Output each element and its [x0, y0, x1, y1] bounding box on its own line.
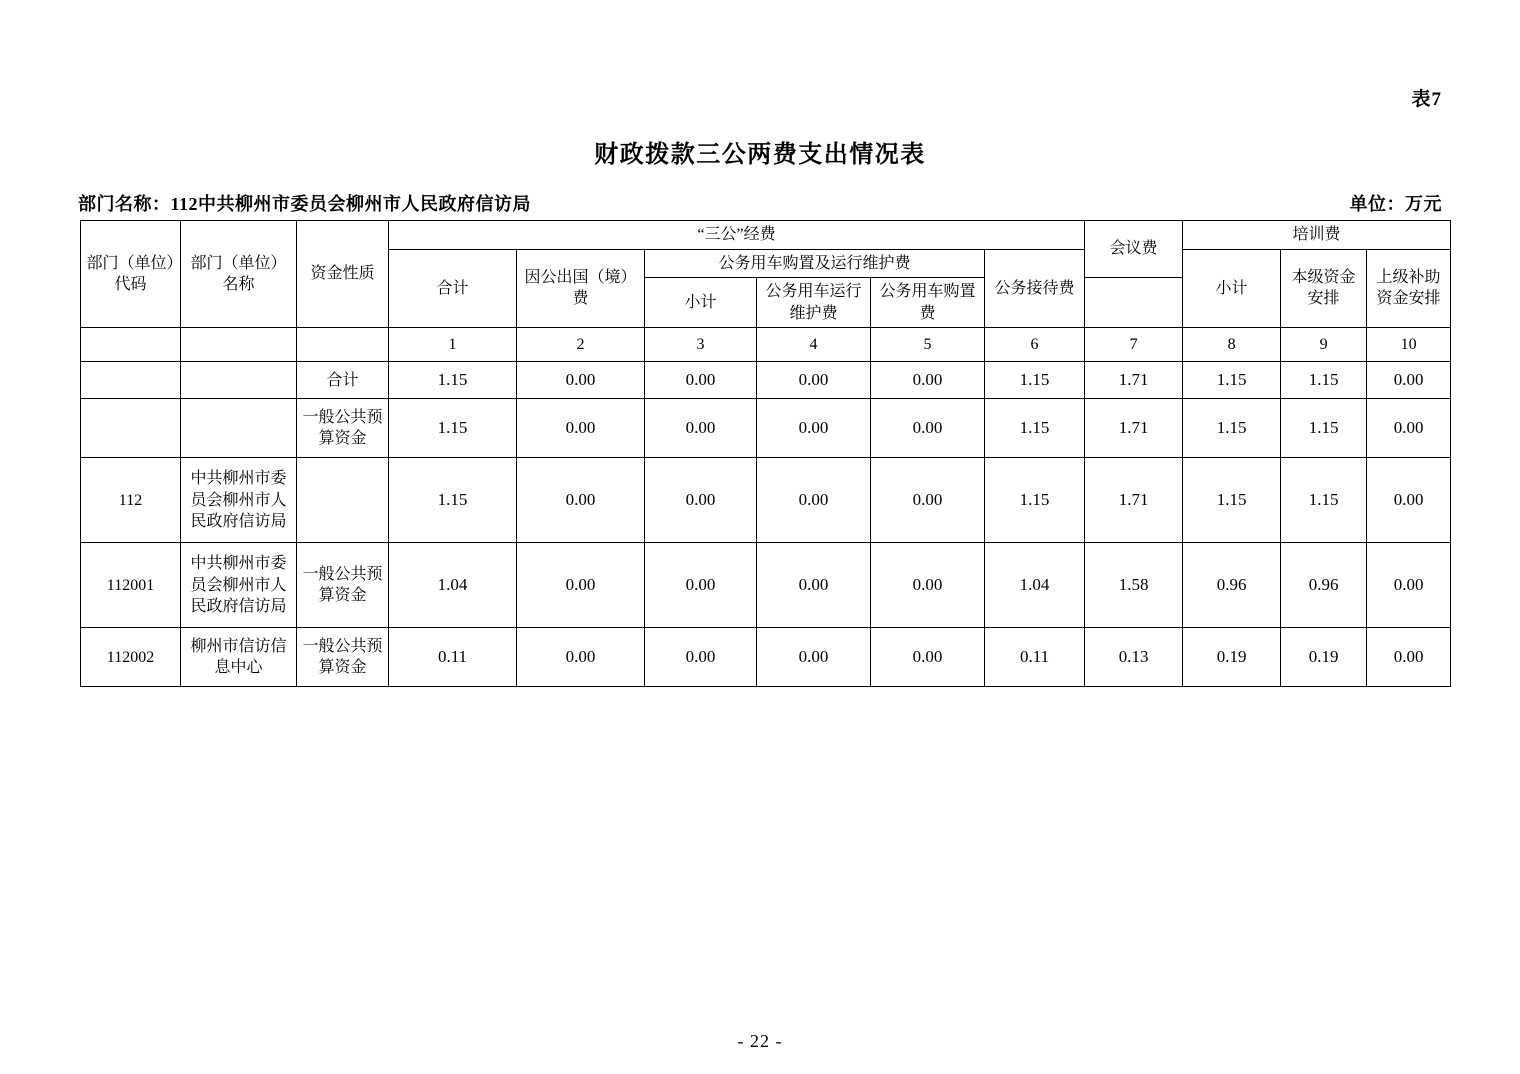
cell-vehicle-purchase: 0.00	[871, 543, 985, 628]
table-row	[81, 543, 1451, 628]
cell-vehicle-subtotal: 0.00	[645, 628, 757, 687]
page-number: - 22 -	[737, 1031, 783, 1051]
th-training-subtotal: 小计	[1183, 249, 1281, 328]
cell-fund-nature	[297, 458, 389, 543]
department-name: 112中共柳州市委员会柳州市人民政府信访局	[170, 194, 532, 214]
cell-reception: 1.15	[985, 362, 1085, 399]
cell-reception: 1.15	[985, 458, 1085, 543]
cell-dept-name: 中共柳州市委员会柳州市人民政府信访局	[181, 458, 297, 543]
cell-dept-code: 112002	[81, 628, 181, 687]
cell-fund-nature: 合计	[297, 362, 389, 399]
expenditure-table	[80, 220, 1451, 687]
cell-training-subtotal: 1.15	[1183, 362, 1281, 399]
th-dept-code: 部门（单位）代码	[81, 221, 181, 328]
th-sangong-total: 合计	[389, 249, 517, 328]
th-training-local: 本级资金安排	[1281, 249, 1367, 328]
cell-reception: 0.11	[985, 628, 1085, 687]
cell-meeting: 0.13	[1085, 628, 1183, 687]
th-vehicle-maintenance: 公务用车运行维护费	[757, 278, 871, 328]
cell-training-local: 0.96	[1281, 543, 1367, 628]
department-meta	[78, 190, 531, 216]
th-reception-fee: 公务接待费	[985, 249, 1085, 328]
sheet-label: 表7	[1411, 89, 1442, 110]
cell-sangong-total: 0.11	[389, 628, 517, 687]
cell-vehicle-maintenance: 0.00	[757, 399, 871, 458]
cell-meeting: 1.71	[1085, 458, 1183, 543]
th-group-vehicle: 公务用车购置及运行维护费	[645, 249, 985, 278]
idx-7: 7	[1085, 328, 1183, 362]
cell-training-local: 1.15	[1281, 362, 1367, 399]
table-row	[81, 458, 1451, 543]
idx-1: 1	[389, 328, 517, 362]
th-meeting-fee: 会议费	[1085, 221, 1183, 278]
cell-abroad: 0.00	[517, 362, 645, 399]
cell-reception: 1.15	[985, 399, 1085, 458]
idx-6: 6	[985, 328, 1085, 362]
cell-vehicle-purchase: 0.00	[871, 458, 985, 543]
th-meeting-fee-spacer	[1085, 278, 1183, 328]
cell-training-upper: 0.00	[1367, 543, 1451, 628]
cell-dept-name: 中共柳州市委员会柳州市人民政府信访局	[181, 543, 297, 628]
cell-dept-code: 112	[81, 458, 181, 543]
cell-vehicle-subtotal: 0.00	[645, 399, 757, 458]
idx-4: 4	[757, 328, 871, 362]
cell-vehicle-subtotal: 0.00	[645, 458, 757, 543]
cell-meeting: 1.71	[1085, 399, 1183, 458]
table-index-row	[81, 328, 1451, 362]
cell-training-upper: 0.00	[1367, 628, 1451, 687]
cell-vehicle-subtotal: 0.00	[645, 362, 757, 399]
cell-meeting: 1.58	[1085, 543, 1183, 628]
th-vehicle-purchase: 公务用车购置费	[871, 278, 985, 328]
cell-reception: 1.04	[985, 543, 1085, 628]
cell-fund-nature: 一般公共预算资金	[297, 543, 389, 628]
cell-meeting: 1.71	[1085, 362, 1183, 399]
cell-vehicle-subtotal: 0.00	[645, 543, 757, 628]
idx-blank-3	[297, 328, 389, 362]
idx-blank-1	[81, 328, 181, 362]
unit-label: 单位：万元	[1349, 194, 1442, 214]
idx-blank-2	[181, 328, 297, 362]
page-title: 财政拨款三公两费支出情况表	[594, 142, 926, 168]
cell-training-subtotal: 1.15	[1183, 458, 1281, 543]
cell-dept-code	[81, 399, 181, 458]
cell-dept-code: 112001	[81, 543, 181, 628]
idx-2: 2	[517, 328, 645, 362]
cell-training-subtotal: 0.96	[1183, 543, 1281, 628]
th-fund-nature: 资金性质	[297, 221, 389, 328]
th-vehicle-subtotal: 小计	[645, 278, 757, 328]
table-row	[81, 362, 1451, 399]
cell-vehicle-maintenance: 0.00	[757, 543, 871, 628]
cell-vehicle-purchase: 0.00	[871, 362, 985, 399]
department-label: 部门名称：	[78, 194, 171, 214]
idx-3: 3	[645, 328, 757, 362]
cell-sangong-total: 1.15	[389, 458, 517, 543]
cell-training-local: 1.15	[1281, 458, 1367, 543]
cell-training-local: 1.15	[1281, 399, 1367, 458]
cell-training-upper: 0.00	[1367, 399, 1451, 458]
cell-abroad: 0.00	[517, 399, 645, 458]
idx-9: 9	[1281, 328, 1367, 362]
cell-training-subtotal: 1.15	[1183, 399, 1281, 458]
cell-vehicle-purchase: 0.00	[871, 628, 985, 687]
idx-5: 5	[871, 328, 985, 362]
cell-fund-nature: 一般公共预算资金	[297, 628, 389, 687]
cell-dept-code	[81, 362, 181, 399]
cell-sangong-total: 1.04	[389, 543, 517, 628]
cell-sangong-total: 1.15	[389, 362, 517, 399]
cell-training-local: 0.19	[1281, 628, 1367, 687]
table-header-row-1	[81, 221, 1451, 250]
cell-abroad: 0.00	[517, 543, 645, 628]
th-training-upper: 上级补助资金安排	[1367, 249, 1451, 328]
cell-abroad: 0.00	[517, 628, 645, 687]
cell-vehicle-maintenance: 0.00	[757, 362, 871, 399]
cell-dept-name	[181, 362, 297, 399]
cell-fund-nature: 一般公共预算资金	[297, 399, 389, 458]
idx-8: 8	[1183, 328, 1281, 362]
cell-vehicle-maintenance: 0.00	[757, 628, 871, 687]
cell-abroad: 0.00	[517, 458, 645, 543]
cell-sangong-total: 1.15	[389, 399, 517, 458]
cell-dept-name	[181, 399, 297, 458]
meta-row	[78, 190, 1442, 216]
table-row	[81, 628, 1451, 687]
idx-10: 10	[1367, 328, 1451, 362]
cell-dept-name: 柳州市信访信息中心	[181, 628, 297, 687]
table-row	[81, 399, 1451, 458]
cell-training-upper: 0.00	[1367, 362, 1451, 399]
th-group-training: 培训费	[1183, 221, 1451, 250]
th-group-sangong: “三公”经费	[389, 221, 1085, 250]
cell-vehicle-maintenance: 0.00	[757, 458, 871, 543]
cell-training-subtotal: 0.19	[1183, 628, 1281, 687]
cell-vehicle-purchase: 0.00	[871, 399, 985, 458]
th-abroad-fee: 因公出国（境）费	[517, 249, 645, 328]
cell-training-upper: 0.00	[1367, 458, 1451, 543]
th-dept-name: 部门（单位）名称	[181, 221, 297, 328]
